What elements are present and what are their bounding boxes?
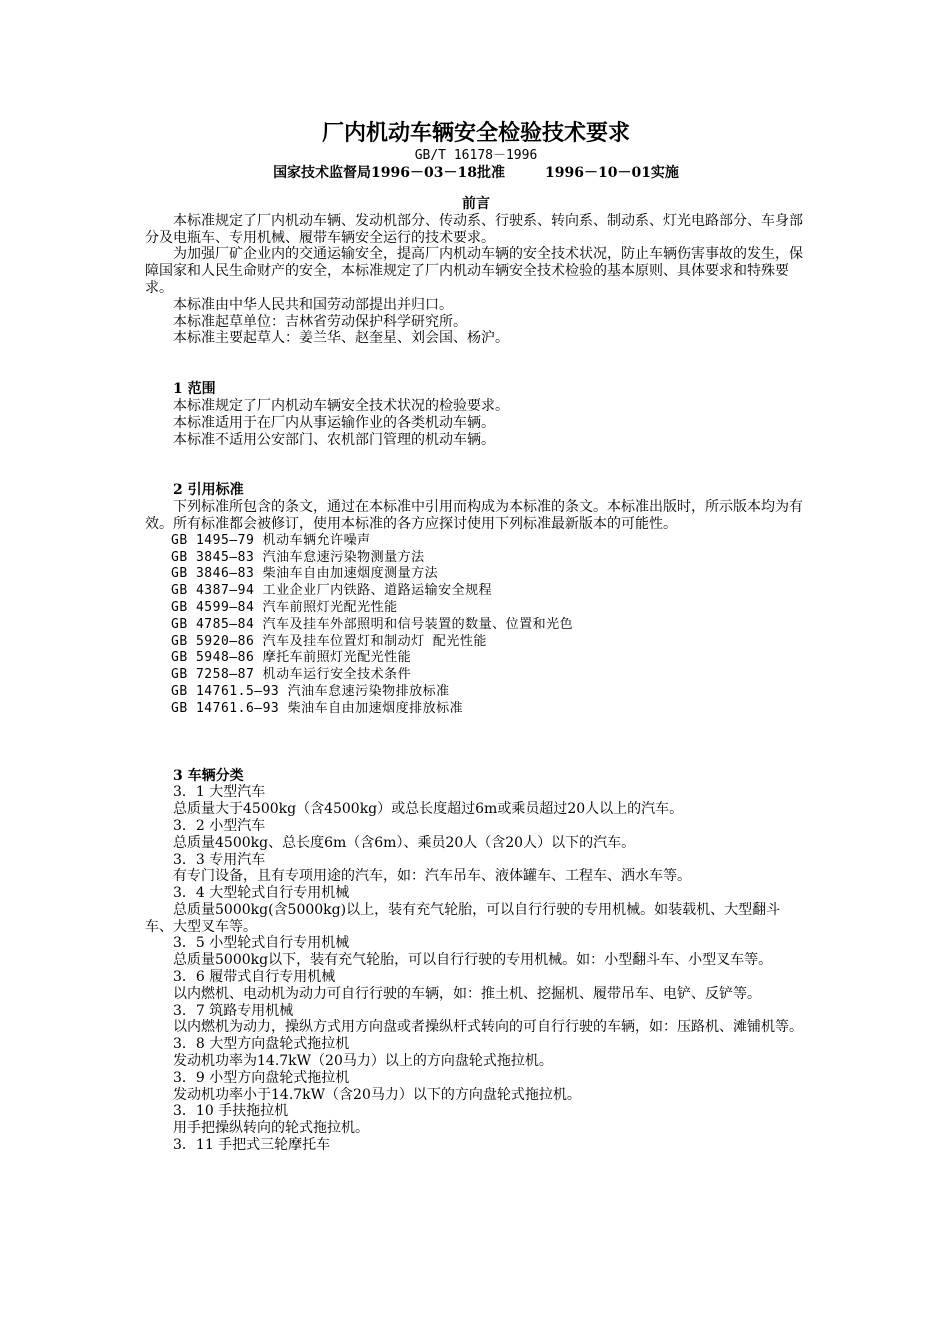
approval-date: 国家技术监督局1996－03－18批准 (273, 165, 505, 181)
reference-item: GB 5948—86 摩托车前照灯光配光性能 (171, 650, 412, 666)
references-intro: 下列标准所包含的条文，通过在本标准中引用而构成为本标准的条文。本标准出版时，所示版本均为有效。所有标准都会被修订，使用本标准的各方应探讨使用下列标准最新版本的可能性。 (145, 499, 803, 532)
section-heading-classification: 3 车辆分类 (173, 767, 244, 784)
class-description: 总质量大于4500kg（含4500kg）或总长度超过6m或乘员超过20人以上的汽车。 (173, 801, 684, 818)
scope-line: 本标准适用于在厂内从事运输作业的各类机动车辆。 (173, 414, 495, 431)
reference-item: GB 7258—87 机动车运行安全技术条件 (171, 667, 412, 683)
standard-code: GB/T 16178－1996 (414, 148, 538, 163)
class-number: 3．9 小型方向盘轮式拖拉机 (173, 1069, 350, 1086)
class-description: 以内燃机为动力，操纵方式用方向盘或者操纵杆式转向的可自行行驶的车辆，如：压路机、滩铺机等。 (173, 1019, 803, 1036)
reference-item: GB 4599—84 汽车前照灯光配光性能 (171, 599, 398, 615)
reference-item: GB 1495—79 机动车辆允许噪声 (171, 532, 371, 548)
class-number: 3．2 小型汽车 (173, 817, 266, 834)
class-number: 3．5 小型轮式自行专用机械 (173, 935, 350, 952)
foreword-paragraph: 本标准规定了厂内机动车辆、发动机部分、传动系、行驶系、转向系、制动系、灯光电路部分、车身部分及电瓶车、专用机械、履带车辆安全运行的技术要求。 (145, 212, 803, 246)
class-description: 以内燃机、电动机为动力可自行行驶的车辆，如：推土机、挖掘机、履带吊车、电铲、反铲等。 (173, 985, 761, 1002)
reference-item: GB 14761.5—93 汽油车怠速污染物排放标准 (171, 683, 450, 699)
reference-item: GB 4785—84 汽车及挂车外部照明和信号装置的数量、位置和光色 (171, 616, 574, 632)
class-description: 用手把操纵转向的轮式拖拉机。 (173, 1120, 369, 1137)
reference-item: GB 5920—86 汽车及挂车位置灯和制动灯 配光性能 (171, 633, 487, 649)
foreword-paragraph: 为加强厂矿企业内的交通运输安全，提高厂内机动车辆的安全技术状况，防止车辆伤害事故的发生，保障国家和人民生命财产的安全，本标准规定了厂内机动车辆安全技术检验的基本原则、具体要求和特殊要求。 (145, 246, 803, 296)
foreword-paragraph: 本标准主要起草人：姜兰华、赵奎星、刘会国、杨沪。 (173, 330, 509, 347)
class-description: 总质量5000kg(含5000kg)以上，装有充气轮胎，可以自行行驶的专用机械。如装载机、大型翻斗车、大型叉车等。 (145, 901, 781, 935)
class-number: 3．3 专用汽车 (173, 851, 266, 868)
reference-item: GB 3845—83 汽油车怠速污染物测量方法 (171, 549, 425, 565)
section-heading-references: 2 引用标准 (173, 482, 244, 499)
document-body (145, 118, 807, 1154)
class-number: 3．1 大型汽车 (173, 784, 266, 801)
class-number: 3．10 手扶拖拉机 (173, 1103, 289, 1120)
foreword-paragraph: 本标准起草单位：吉林省劳动保护科学研究所。 (173, 313, 467, 330)
scope-line: 本标准规定了厂内机动车辆安全技术状况的检验要求。 (173, 397, 509, 414)
class-description: 发动机功率为14.7kW（20马力）以上的方向盘轮式拖拉机。 (173, 1053, 553, 1070)
class-number: 3．4 大型轮式自行专用机械 (173, 885, 350, 902)
section-heading-scope: 1 范围 (173, 381, 216, 398)
reference-item: GB 14761.6—93 柴油车自由加速烟度排放标准 (171, 700, 464, 716)
class-description: 发动机功率小于14.7kW（含20马力）以下的方向盘轮式拖拉机。 (173, 1086, 581, 1103)
class-description: 总质量4500kg、总长度6m（含6m）、乘员20人（含20人）以下的汽车。 (173, 834, 636, 851)
class-description: 总质量5000kg以下，装有充气轮胎，可以自行行驶的专用机械。如：小型翻斗车、小型叉车等。 (173, 952, 773, 969)
document-title: 厂内机动车辆安全检验技术要求 (321, 120, 630, 146)
foreword-heading: 前言 (462, 196, 490, 212)
foreword-paragraph: 本标准由中华人民共和国劳动部提出并归口。 (173, 296, 453, 313)
class-number: 3．11 手把式三轮摩托车 (173, 1137, 331, 1154)
class-description: 有专门设备，且有专项用途的汽车，如：汽车吊车、液体罐车、工程车、洒水车等。 (173, 868, 691, 885)
reference-item: GB 3846—83 柴油车自由加速烟度测量方法 (171, 566, 439, 582)
class-number: 3．7 筑路专用机械 (173, 1002, 294, 1019)
implementation-date: 1996－10－01实施 (545, 165, 679, 181)
approval-line (145, 164, 807, 182)
reference-item: GB 4387—94 工业企业厂内铁路、道路运输安全规程 (171, 583, 493, 599)
class-number: 3．6 履带式自行专用机械 (173, 969, 336, 986)
scope-line: 本标准不适用公安部门、农机部门管理的机动车辆。 (173, 431, 495, 448)
class-number: 3．8 大型方向盘轮式拖拉机 (173, 1036, 350, 1053)
